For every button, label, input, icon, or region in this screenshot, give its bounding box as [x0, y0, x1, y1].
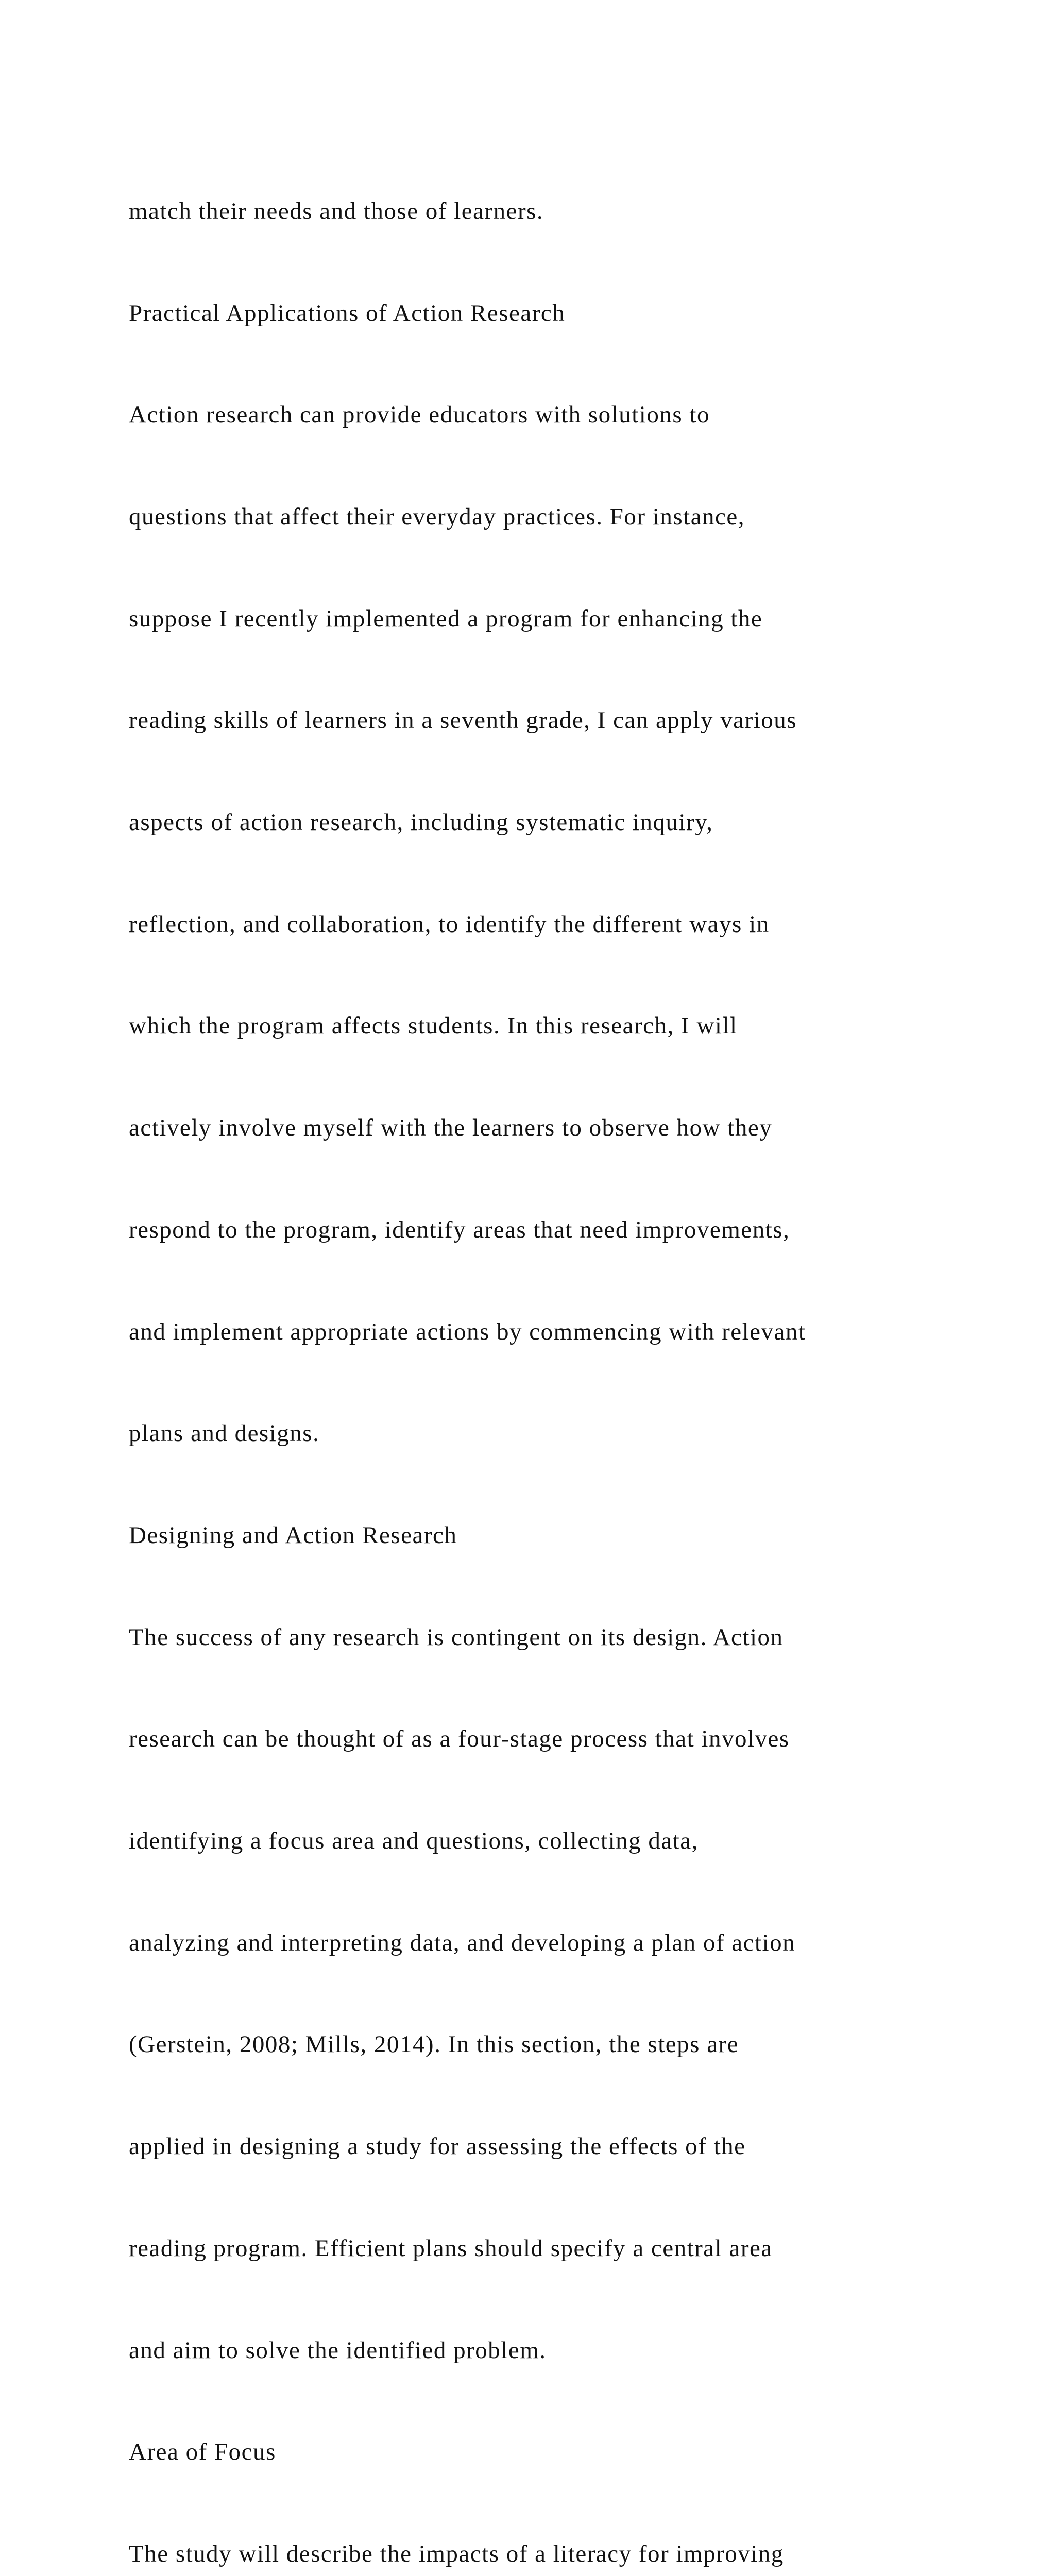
body-line: match their needs and those of learners. — [129, 197, 544, 225]
body-line: The study will describe the impacts of a literacy for improving — [129, 2540, 784, 2567]
body-line: The success of any research is contingent on its design. Action — [129, 1623, 784, 1651]
body-line: reading skills of learners in a seventh grade, I can apply various — [129, 707, 797, 734]
body-line: reading program. Efficient plans should specify a central area — [129, 2234, 773, 2262]
body-line: plans and designs. — [129, 1420, 320, 1447]
body-line: actively involve myself with the learners to observe how they — [129, 1114, 773, 1142]
body-line: and aim to solve the identified problem. — [129, 2336, 547, 2364]
body-line: applied in designing a study for assessing the effects of the — [129, 2133, 746, 2160]
body-line: suppose I recently implemented a program for enhancing the — [129, 605, 763, 632]
body-line: (Gerstein, 2008; Mills, 2014). In this section, the steps are — [129, 2031, 739, 2058]
body-line: research can be thought of as a four-stage process that involves — [129, 1725, 790, 1753]
body-line: identifying a focus area and questions, collecting data, — [129, 1827, 699, 1855]
body-line: which the program affects students. In this research, I will — [129, 1012, 738, 1040]
body-line: analyzing and interpreting data, and developing a plan of action — [129, 1929, 796, 1956]
section-heading-designing: Designing and Action Research — [129, 1521, 457, 1549]
body-line: questions that affect their everyday practices. For instance, — [129, 503, 745, 530]
body-line: and implement appropriate actions by commencing with relevant — [129, 1318, 806, 1345]
section-heading-area-of-focus: Area of Focus — [129, 2438, 276, 2466]
section-heading-practical-applications: Practical Applications of Action Research — [129, 299, 566, 327]
body-line: respond to the program, identify areas that need improvements, — [129, 1216, 790, 1243]
body-line: reflection, and collaboration, to identify the different ways in — [129, 910, 770, 938]
body-line: aspects of action research, including systematic inquiry, — [129, 809, 713, 836]
document-body — [129, 127, 984, 2576]
body-line: Action research can provide educators with solutions to — [129, 401, 710, 429]
